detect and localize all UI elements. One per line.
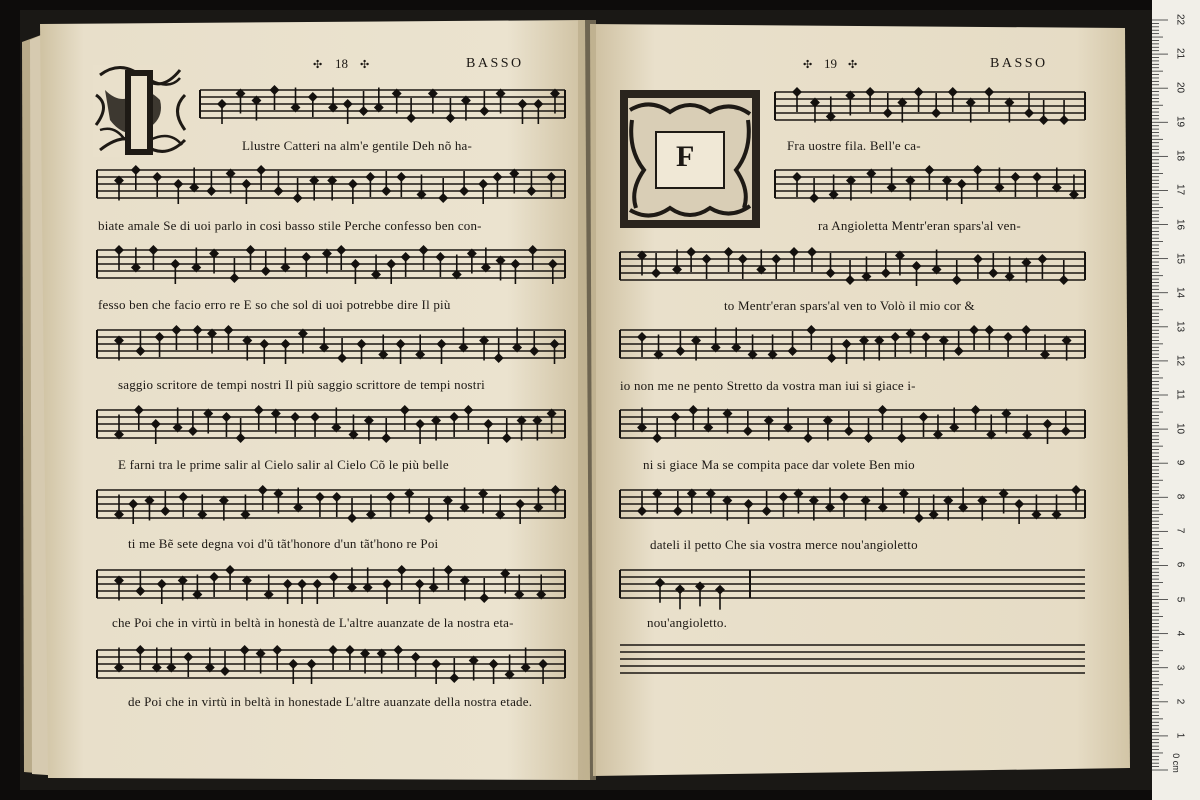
left-lyric-line-8: de Poi che in virtù in beltà in honestade L'altre auanzate della nostra etade. xyxy=(128,694,533,709)
left-voice-label: BASSO xyxy=(466,56,524,71)
initial-letter-F: F xyxy=(676,140,695,173)
right-lyric-line-1: Fra uostre fila. Bell'e ca- xyxy=(787,138,921,153)
left-lyric-line-5: E farni tra le prime salir al Cielo salir al Cielo Cõ le più belle xyxy=(118,457,449,472)
right-page-number: 19 xyxy=(824,56,837,71)
right-lyric-line-5: ni si giace Ma se compita pace dar volete Ben mio xyxy=(643,457,915,472)
right-lyric-line-7: nou'angioletto. xyxy=(647,615,728,630)
ruler-number: 12 xyxy=(1174,354,1186,366)
ruler-unit-label: 0 cm xyxy=(1170,753,1181,773)
left-page-number: 18 xyxy=(335,56,348,71)
right-voice-label: BASSO xyxy=(990,56,1048,71)
ruler-number: 3 xyxy=(1174,664,1186,670)
right-lyric-line-3: to Mentr'eran spars'al ven to Volò il mio cor & xyxy=(724,298,975,313)
ruler-number: 5 xyxy=(1174,596,1186,602)
ruler-number: 22 xyxy=(1174,13,1186,26)
right-lyric-line-2: ra Angioletta Mentr'eran spars'al ven- xyxy=(818,218,1021,233)
ruler-number: 21 xyxy=(1174,48,1186,60)
ruler-number: 4 xyxy=(1174,630,1186,636)
ruler-number: 2 xyxy=(1174,698,1186,705)
left-lyric-line-3: fesso ben che facio erro re E so che sol di uoi potrebbe dire Il più xyxy=(98,297,451,312)
ruler-number: 9 xyxy=(1174,459,1186,466)
ruler-number: 14 xyxy=(1174,286,1186,298)
ruler-number: 17 xyxy=(1174,184,1186,196)
ruler-number: 15 xyxy=(1174,252,1186,264)
left-header-ornament-left: ✣ xyxy=(313,59,323,71)
ruler-number: 16 xyxy=(1174,218,1186,230)
left-lyric-line-1: Llustre Catteri na alm'e gentile Deh nõ ha- xyxy=(242,138,473,153)
ruler-number: 19 xyxy=(1174,116,1186,128)
right-lyric-line-4: io non me ne pento Stretto da vostra man iui si giace i- xyxy=(620,378,916,393)
ruler-number: 8 xyxy=(1174,493,1186,500)
ruler-number: 7 xyxy=(1174,528,1186,534)
right-header-ornament-right: ✣ xyxy=(848,59,858,71)
ruler-number: 1 xyxy=(1174,732,1186,739)
initial-woodcut-I xyxy=(93,65,187,157)
left-header-ornament-right: ✣ xyxy=(360,59,370,71)
ruler-number: 11 xyxy=(1174,389,1186,400)
ruler-number: 10 xyxy=(1174,423,1186,435)
ruler-number: 18 xyxy=(1174,150,1186,162)
left-lyric-line-6: ti me Bẽ sete degna voi d'ũ tãt'honore d'un tãt'hono re Poi xyxy=(128,536,439,551)
ruler-number: 6 xyxy=(1174,562,1186,568)
right-staff-1 xyxy=(775,87,1085,125)
ruler-number: 20 xyxy=(1174,82,1186,94)
right-header-ornament-left: ✣ xyxy=(803,59,813,71)
ruler-number: 13 xyxy=(1174,320,1186,332)
right-lyric-line-6: dateli il petto Che sia vostra merce nou'angioletto xyxy=(650,537,918,552)
left-lyric-line-2: biate amale Se di uoi parlo in cosi basso stile Perche confesso ben con- xyxy=(98,218,482,233)
left-lyric-line-7: che Poi che in virtù in beltà in honestà de L'altre auanzate de la nostra eta- xyxy=(112,615,514,630)
left-lyric-line-4: saggio scritore de tempi nostri Il più saggio scrittore de tempi nostri xyxy=(118,377,485,392)
